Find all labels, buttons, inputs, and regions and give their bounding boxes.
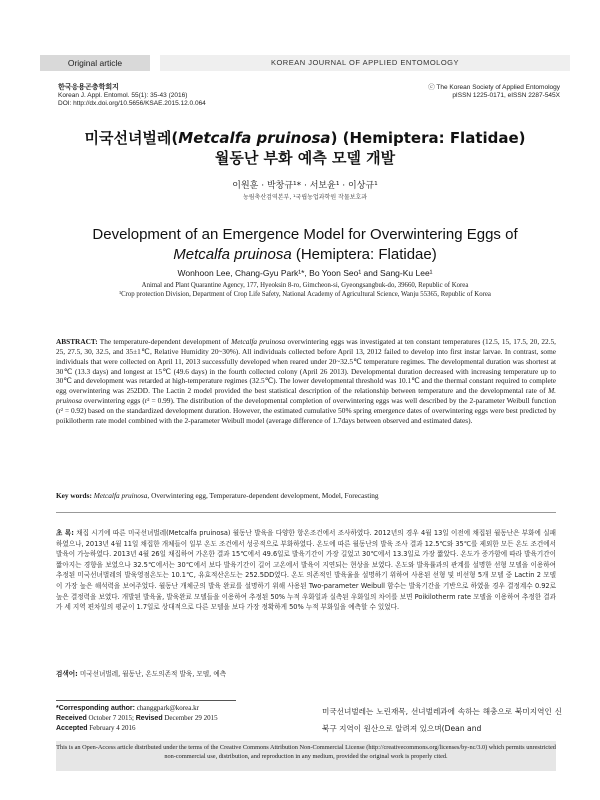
keywords: Key words: Metcalfa pruinosa, Overwintering egg, Temperature-dependent development, Model, Forecasting: [56, 491, 379, 500]
citation: Korean J. Appl. Entomol. 55(1): 35-43 (2016): [58, 92, 188, 99]
citation-block: [58, 84, 206, 108]
species-name: Metcalfa pruinosa: [178, 129, 331, 147]
species-name: Metcalfa pruinosa: [173, 246, 292, 263]
english-authors: Wonhoon Lee, Chang-Gyu Park¹*, Bo Yoon Seo¹ and Sang-Ku Lee¹: [177, 268, 433, 278]
korean-abstract-label: 초 록:: [56, 529, 74, 537]
license-box: This is an Open-Access article distributed under the terms of the Creative Commons Attribution Non-Commercial License (http://creativecommons.org/licenses/by-nc/3.0) which permits unrestricted non-commercial use, distribution, and reproduction in any medium, provided the original work is properly cited.: [56, 741, 556, 771]
korean-authors: 이원훈 · 박창규¹* · 서보윤¹ · 이상규¹: [232, 181, 378, 191]
copyright: ⓒ The Korean Society of Applied Entomology: [428, 84, 560, 91]
issn: pISSN 1225-0171, eISSN 2287-545X: [452, 92, 560, 99]
english-affiliation: Animal and Plant Quarantine Agency, 177, Hyeoksin 8-ro, Gimcheon-si, Gyeongsangbuk-do, 39660, Republic of Korea ¹Crop protection Division, Department of Crop Life Safety, National Academy of Agricultural Science, Wanju 55365, Republic of Korea: [119, 282, 491, 298]
korean-keywords: 검색어: 미국선녀벌레, 월동난, 온도의존적 발육, 모델, 예측: [56, 670, 227, 678]
author-email[interactable]: changgpark@korea.kr: [134, 704, 199, 712]
article-type-tag: Original article: [40, 55, 150, 71]
copyright-block: [428, 84, 560, 100]
doi-link[interactable]: DOI: http://dx.doi.org/10.5656/KSAE.2015.12.0.064: [58, 100, 206, 107]
abstract-label: ABSTRACT:: [56, 337, 98, 346]
footnote-divider: [56, 700, 236, 701]
korean-affiliation: 농림축산검역본부, ¹국립농업과학원 작물보호과: [242, 194, 368, 201]
top-banner: [40, 55, 570, 71]
journal-banner: KOREAN JOURNAL OF APPLIED ENTOMOLOGY: [160, 55, 570, 71]
english-title: Development of an Emergence Model for Overwintering Eggs of Metcalfa pruinosa (Hemiptera: Flatidae): [92, 226, 518, 263]
journal-name-kr: 한국응용곤충학회지: [58, 84, 119, 91]
divider: [56, 512, 556, 513]
abstract: ABSTRACT: The temperature-dependent development of Metcalfa pruinosa overwintering eggs was investigated at ten constant temperatures (12.5, 15, 17.5, 20, 22.5, 25, 27.5, 30, 32.5, and 35±1℃, Relative Humidity 20~30%). All individuals collected before April 13, 2012 failed to develop into first instar larvae. In contrast, some individuals that were collected on April 11, 2013 successfully developed when reared under 20~32.5℃ temperature regimes. The developmental duration was shortest at 30℃ (13.3 days) and longest at 15℃ (49.6 days) in the fourth collected colony (April 26 2013). Developmental duration decreased with increasing temperature up to 30℃ and development was retarded at high-temperature regimes (32.5℃). The lower developmental threshold was 10.1℃ and the thermal constant required to complete egg overwintering was 252DD. The Lactin 2 model provided the best statistical description of the relationship between temperature and the developmental rate of M. pruinosa overwintering eggs (r² = 0.99). The distribution of the developmental completion of overwintering eggs was well described by the 2-parameter Weibull function (r² = 0.92) based on the standardized development duration. However, the estimated cumulative 50% spring emergence dates of overwintering eggs were best predicted by poikilotherm rate model combined with the 2-parameter Weibull model (average difference of 1.7days between observed and estimated dates).: [56, 337, 556, 425]
korean-abstract: 초 록: 채집 시기에 따른 미국선녀벌레(Metcalfa pruinosa) 월동난 발육을 다양한 항온조건에서 조사하였다. 2012년의 경우 4월 13일 이전에 채집된 월동난은 부화에 실패하였으나, 2013년 4월 11일 채집한 개체들이 일부 온도 조건에서 성공적으로 부화하였다. 온도에 따른 월동난의 발육 조사 결과 12.5℃와 35℃를 제외한 모든 온도 조건에서 발육이 가능하였다. 2013년 4월 26일 채집하여 가온한 결과 15℃에서 49.6일로 발육기간이 가장 길었고 30℃에서 13.3일로 가장 짧았다. 온도가 증가함에 따라 발육기간이 짧아지는 경향을 보였으나 32.5℃에서는 30℃에서 보다 발육기간이 길어 고온에서 발육이 지연되는 현상을 보였다. 온도와 발육률과의 관계를 설명한 선형 모델을 이용하여 추정된 미국선녀벌레의 발육영점온도는 10.1℃, 유효적산온도는 252.5DD였다. 온도 의존적인 발육율을 설명하기 위하여 사용된 선형 및 비선형 5개 모델 중 Lactin 2 모델이 가장 높은 해석력을 보여주었다. 월동난 개체군의 발육 완료를 설명하기 위해 사용된 Two-parameter Weibull 함수는 발육기간을 기반으로 하였을 경우 결정계수 0.92로 높은 결정력을 보였다. 개발된 발육율, 발육완료 모델들을 이용하여 추정된 50% 누적 우화일과 실측된 우화일의 차이를 보면 Poikilotherm rate 모델을 이용하여 추정한 결과가 세 지역 편차일의 평균이 1.7일로 상대적으로 다른 모델을 보다 가장 정확하게 50% 누적 부화일을 예측할 수 있었다.: [56, 529, 557, 612]
korean-title: 미국선녀벌레(Metcalfa pruinosa) (Hemiptera: Flatidae) 월동난 부화 예측 모델 개발: [84, 129, 526, 167]
correspondence-block: *Corresponding author: changgpark@korea.kr Received October 7 2015; Revised December 29 2015 Accepted February 4 2016: [56, 704, 218, 732]
body-text-start: 미국선녀벌레는 노린재목, 선녀벌레과에 속하는 해충으로 북미지역인 신북구 지역이 원산으로 알려져 있으며(Dean and: [322, 707, 562, 733]
